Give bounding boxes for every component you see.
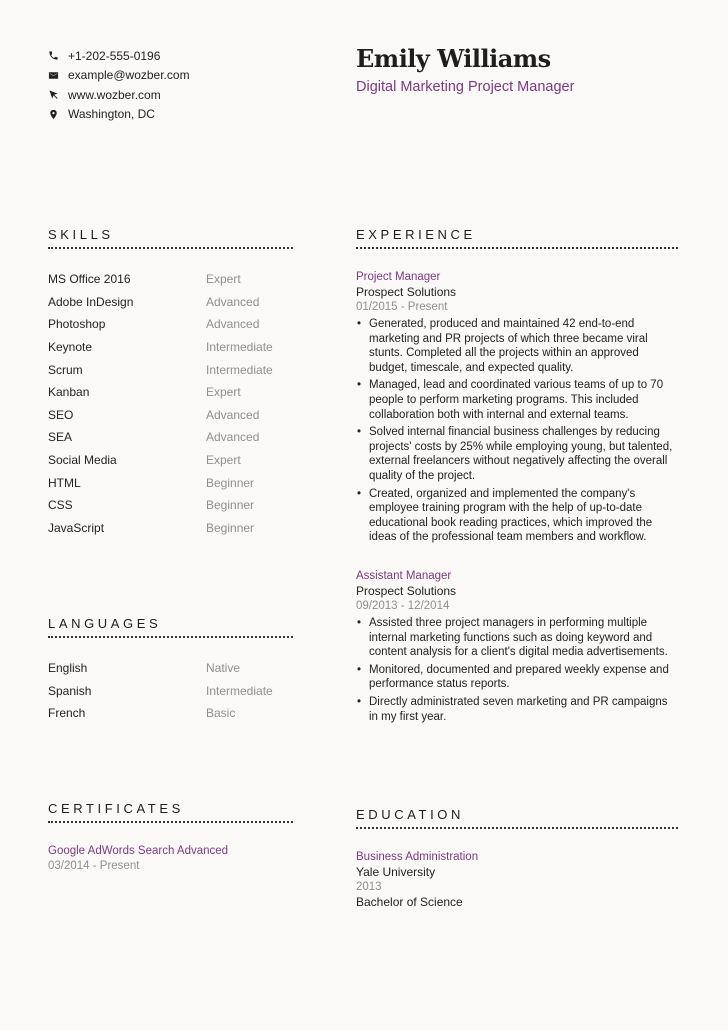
certificates-section	[48, 801, 293, 874]
skill-row	[48, 426, 293, 449]
certificate-date: 03/2014 - Present	[48, 860, 140, 872]
contact-info	[48, 46, 190, 124]
skill-name: MS Office 2016	[48, 272, 131, 287]
skills-section	[48, 227, 293, 539]
skill-level: Advanced	[206, 430, 260, 445]
experience-title: EXPERIENCE	[356, 227, 476, 242]
skill-level: Beginner	[206, 520, 255, 535]
education-year: 2013	[356, 881, 382, 893]
education-title: EDUCATION	[356, 807, 464, 822]
languages-title: LANGUAGES	[48, 616, 162, 631]
skill-name: SEA	[48, 430, 73, 445]
skill-name: Keynote	[48, 340, 93, 355]
section-divider	[356, 247, 678, 249]
education-section	[356, 807, 678, 910]
skill-row	[48, 268, 293, 291]
job-title: Project Manager	[356, 271, 441, 283]
skill-level: Beginner	[206, 475, 255, 490]
job-title: Assistant Manager	[356, 570, 452, 582]
job-bullet: • Monitored, documented and prepared weekly expense and performance status reports.	[369, 663, 678, 692]
language-row	[48, 680, 293, 703]
job-bullet: • Created, organized and implemented the company's employee training program with the help of up-to-date educational book reading practices, which improved the ideas of the professional team members and workflow.	[369, 487, 678, 545]
job-date: 09/2013 - 12/2014	[356, 600, 450, 612]
skill-level: Advanced	[206, 407, 260, 422]
skill-level: Intermediate	[206, 362, 273, 377]
certificate-name: Google AdWords Search Advanced	[48, 845, 229, 857]
website-text: www.wozber.com	[68, 87, 161, 102]
contact-location	[48, 105, 190, 125]
skill-row	[48, 291, 293, 314]
skill-row	[48, 404, 293, 427]
job-bullets	[356, 616, 678, 724]
skills-title: SKILLS	[48, 227, 114, 242]
education-item	[356, 850, 678, 910]
candidate-name: Emily Williams	[356, 44, 551, 73]
language-name: Spanish	[48, 683, 92, 698]
contact-phone	[48, 46, 190, 66]
skill-level: Beginner	[206, 498, 255, 513]
skill-name: Social Media	[48, 453, 117, 468]
skill-name: SEO	[48, 407, 74, 422]
skill-name: HTML	[48, 475, 81, 490]
skill-name: Photoshop	[48, 317, 106, 332]
job-entry	[356, 569, 678, 727]
language-level: Native	[206, 661, 241, 676]
email-text: example@wozber.com	[68, 68, 190, 83]
job-bullets	[356, 317, 678, 545]
skill-row	[48, 494, 293, 517]
job-company: Prospect Solutions	[356, 285, 457, 299]
skill-row	[48, 336, 293, 359]
skill-name: Adobe InDesign	[48, 294, 134, 309]
skill-level: Intermediate	[206, 340, 273, 355]
skill-name: Scrum	[48, 362, 83, 377]
skill-row	[48, 471, 293, 494]
section-divider	[48, 821, 293, 823]
language-level: Intermediate	[206, 683, 273, 698]
skill-row	[48, 358, 293, 381]
language-row	[48, 657, 293, 680]
job-bullet: • Generated, produced and maintained 42 end-to-end marketing and PR projects of which three became viral stunts. Completed all the projects within an approved budget, timescale, and expected quality.	[369, 317, 678, 375]
education-type: Bachelor of Science	[356, 895, 463, 909]
job-bullet: • Directly administrated seven marketing and PR campaigns in my first year.	[369, 695, 678, 724]
job-bullet: • Solved internal financial business challenges by reducing projects' costs by 25% while employing young, but talented, external freelancers without negatively affecting the overall quality of the project.	[369, 425, 678, 483]
skill-name: CSS	[48, 498, 73, 513]
job-company: Prospect Solutions	[356, 584, 457, 598]
skill-row	[48, 449, 293, 472]
skill-level: Expert	[206, 385, 241, 400]
languages-section	[48, 616, 293, 725]
language-level: Basic	[206, 706, 236, 721]
skill-row	[48, 313, 293, 336]
section-divider	[48, 247, 293, 249]
languages-list	[48, 657, 293, 725]
education-degree: Business Administration	[356, 851, 479, 863]
skill-level: Expert	[206, 453, 241, 468]
phone-text: +1-202-555-0196	[68, 48, 161, 63]
education-school: Yale University	[356, 865, 436, 879]
job-date: 01/2015 - Present	[356, 301, 448, 313]
section-divider	[48, 636, 293, 638]
contact-website	[48, 85, 190, 105]
mail-icon	[48, 70, 68, 81]
certificates-title: CERTIFICATES	[48, 801, 184, 816]
language-row	[48, 702, 293, 725]
skill-row	[48, 381, 293, 404]
skill-name: JavaScript	[48, 520, 105, 535]
skill-name: Kanban	[48, 385, 90, 400]
contact-email	[48, 66, 190, 86]
phone-icon	[48, 50, 68, 61]
location-text: Washington, DC	[68, 107, 155, 122]
cursor-icon	[48, 89, 68, 100]
location-pin-icon	[48, 109, 68, 120]
certificate-item	[48, 844, 293, 874]
skill-level: Advanced	[206, 294, 260, 309]
candidate-role: Digital Marketing Project Manager	[356, 79, 575, 95]
job-bullet: • Assisted three project managers in performing multiple internal marketing functions such as doing keyword and content analysis for a client's digital media advertisements.	[369, 616, 678, 660]
skills-list	[48, 268, 293, 539]
job-entry	[356, 270, 678, 545]
language-name: French	[48, 706, 86, 721]
skill-level: Advanced	[206, 317, 260, 332]
skill-row	[48, 517, 293, 540]
language-name: English	[48, 661, 88, 676]
section-divider	[356, 827, 678, 829]
experience-section	[356, 227, 678, 723]
skill-level: Expert	[206, 272, 241, 287]
job-bullet: • Managed, lead and coordinated various teams of up to 70 people to perform marketing programs. This included collaboration both with internal and external teams.	[369, 378, 678, 422]
